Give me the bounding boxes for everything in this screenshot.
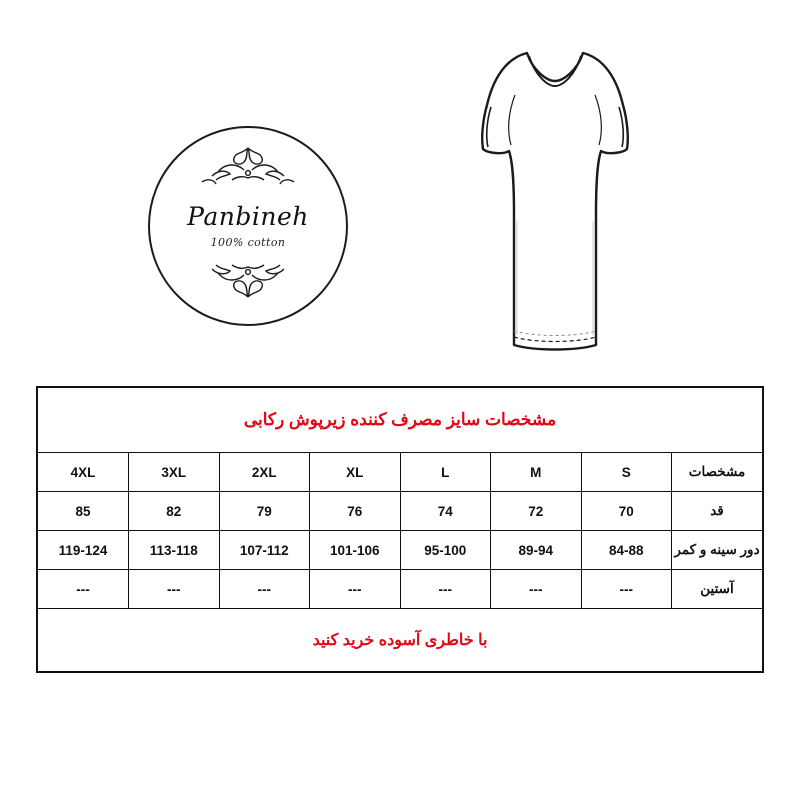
cell-chest-s: 84-88 [581,531,672,570]
table-row [38,531,762,570]
cell-length-m: 72 [491,492,582,531]
header-cell-s: S [581,453,672,492]
cell-chest-m: 89-94 [491,531,582,570]
cell-length-3xl: 82 [129,492,220,531]
header-cell-l: L [400,453,491,492]
table-footer-row [38,609,762,672]
cell-length-s: 70 [581,492,672,531]
row-label-length: قد [672,492,763,531]
cell-sleeve-s: --- [581,570,672,609]
cell-sleeve-2xl: --- [219,570,310,609]
cell-chest-l: 95-100 [400,531,491,570]
cell-length-4xl: 85 [38,492,129,531]
cell-sleeve-4xl: --- [38,570,129,609]
header-cell-3xl: 3XL [129,453,220,492]
header-cell-4xl: 4XL [38,453,129,492]
header-cell-attribute: مشخصات [672,453,763,492]
table-row [38,492,762,531]
brand-tagline: 100% cotton [210,235,286,249]
size-table [38,388,762,671]
brand-name: Panbineh [187,201,309,231]
table-title-row [38,388,762,453]
brand-logo-circle [148,126,348,326]
ornament-top-icon [188,142,308,200]
illustration-area [0,0,800,380]
cell-length-xl: 76 [310,492,401,531]
cell-chest-3xl: 113-118 [129,531,220,570]
row-label-chest-waist: دور سینه و کمر [672,531,763,570]
ornament-bottom-icon [188,253,308,311]
cell-sleeve-l: --- [400,570,491,609]
cell-length-2xl: 79 [219,492,310,531]
table-header-row [38,453,762,492]
row-label-sleeve: آستین [672,570,763,609]
cell-sleeve-3xl: --- [129,570,220,609]
size-chart [36,386,764,673]
table-footer-note: با خاطری آسوده خرید کنید [38,609,762,672]
header-cell-xl: XL [310,453,401,492]
cell-sleeve-xl: --- [310,570,401,609]
table-row [38,570,762,609]
cell-chest-xl: 101-106 [310,531,401,570]
cell-sleeve-m: --- [491,570,582,609]
cell-chest-2xl: 107-112 [219,531,310,570]
cell-length-l: 74 [400,492,491,531]
cell-chest-4xl: 119-124 [38,531,129,570]
header-cell-m: M [491,453,582,492]
tank-top-illustration [455,45,655,365]
table-title: مشخصات سایز مصرف کننده زیرپوش رکابی [38,388,762,453]
header-cell-2xl: 2XL [219,453,310,492]
